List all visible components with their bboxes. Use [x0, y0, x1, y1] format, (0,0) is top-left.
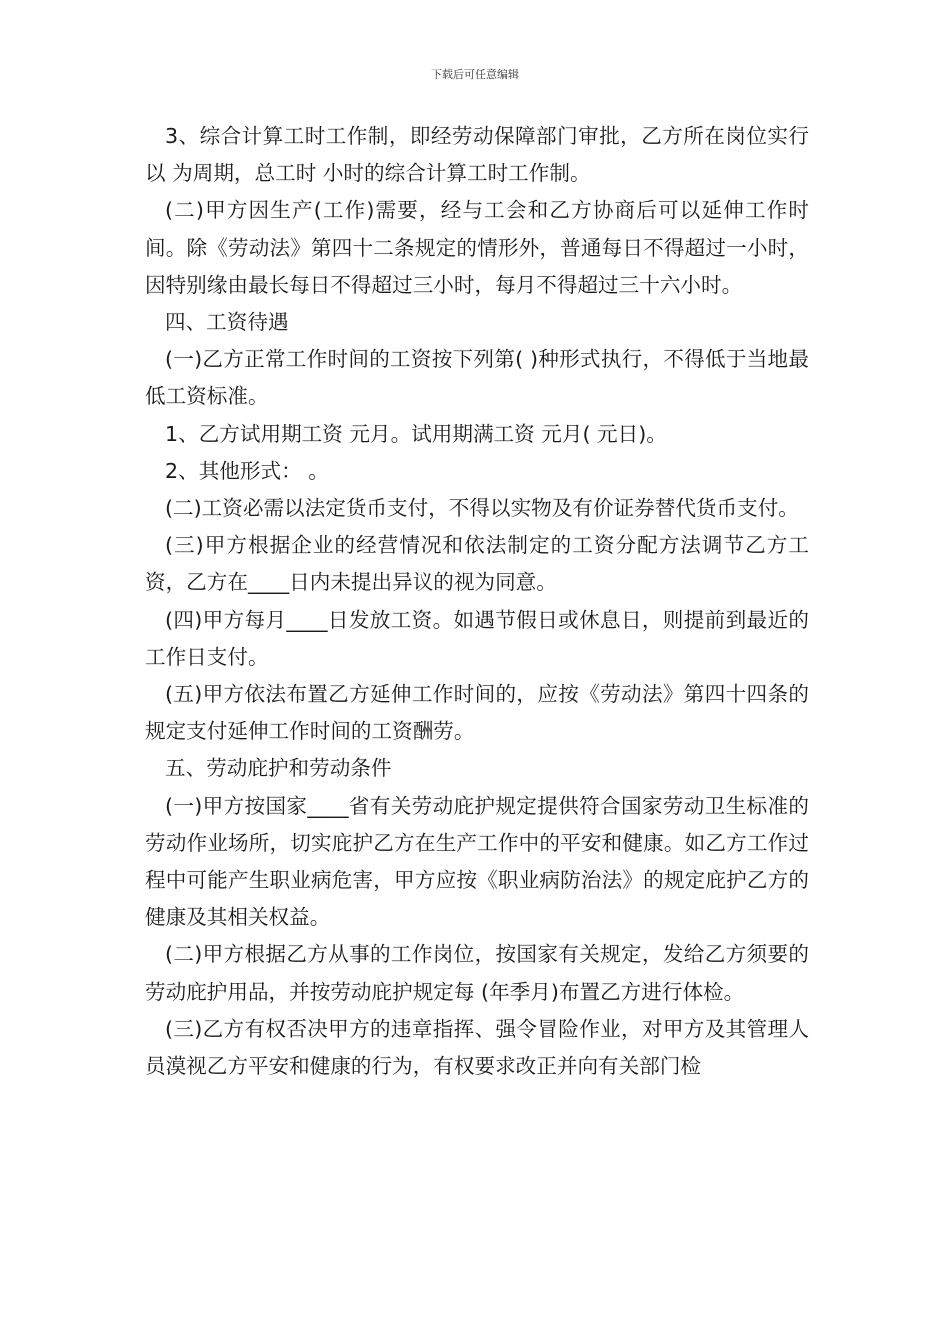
paragraph-wage-adjustment: (三)甲方根据企业的经营情况和依法制定的工资分配方法调节乙方工资，乙方在____日内未提出异议的视为同意。: [145, 533, 809, 595]
section-heading-wages: 四、工资待遇: [165, 310, 289, 335]
paragraph-pay-day: (四)甲方每月____日发放工资。如遇节假日或休息日，则提前到最近的工作日支付。: [145, 607, 809, 669]
paragraph-working-hours-3: 3、综合计算工时工作制，即经劳动保障部门审批，乙方所在岗位实行以 为周期，总工时 小时的综合计算工时工作制。: [145, 124, 809, 186]
section-heading-labor-protection: 五、劳动庇护和劳动条件: [165, 756, 392, 781]
paragraph-workplace-safety: (一)甲方按国家____省有关劳动庇护规定提供符合国家劳动卫生标准的劳动作业场所，切实庇护乙方在生产工作中的平安和健康。如乙方工作过程中可能产生职业病危害，甲方应按《职业病防治法》的规定庇护乙方的健康及其相关权益。: [145, 793, 809, 930]
paragraph-wage-form: (一)乙方正常工作时间的工资按下列第( )种形式执行，不得低于当地最低工资标准。: [145, 347, 809, 409]
paragraph-overtime-pay: (五)甲方依法布置乙方延伸工作时间的，应按《劳动法》第四十四条的规定支付延伸工作时间的工资酬劳。: [145, 682, 809, 744]
document-body: [145, 118, 809, 1085]
paragraph-overtime: (二)甲方因生产(工作)需要，经与工会和乙方协商后可以延伸工作时间。除《劳动法》第四十二条规定的情形外，普通每日不得超过一小时，因特别缘由最长每日不得超过三小时，每月不得超过三十六小时。: [145, 198, 809, 297]
paragraph-refuse-unsafe-orders: (三)乙方有权否决甲方的违章指挥、强令冒险作业，对甲方及其管理人员漠视乙方平安和健康的行为，有权要求改正并向有关部门检: [145, 1016, 809, 1079]
paragraph-other-form: 2、其他形式： 。: [165, 458, 329, 483]
paragraph-currency-payment: (二)工资必需以法定货币支付，不得以实物及有价证券替代货币支付。: [165, 496, 799, 521]
page-header: 下载后可任意编辑: [431, 68, 519, 81]
paragraph-protective-equipment: (二)甲方根据乙方从事的工作岗位，按国家有关规定，发给乙方须要的劳动庇护用品，并按劳动庇护规定每 (年季月)布置乙方进行体检。: [145, 942, 809, 1004]
paragraph-probation-wage: 1、乙方试用期工资 元月。试用期满工资 元月( 元日)。: [165, 421, 667, 446]
